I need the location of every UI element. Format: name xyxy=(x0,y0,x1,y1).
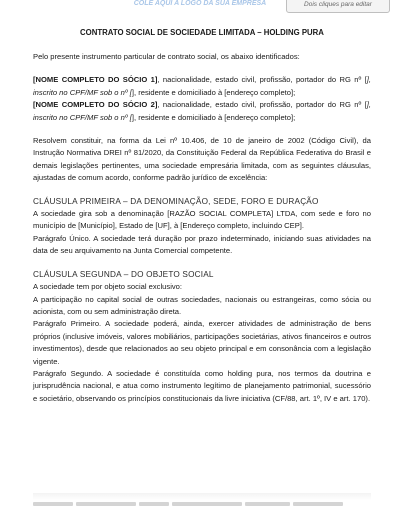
clause-2-paragraph-1: A sociedade tem por objeto social exclusivo: xyxy=(33,282,183,292)
partner-1-text: , nacionalidade, estado civil, profissão, portador do RG nº [ xyxy=(157,75,367,85)
partner-2-address: ], residente e domiciliado à [endereço completo]; xyxy=(131,112,296,122)
document-title: CONTRATO SOCIAL DE SOCIEDADE LIMITADA – HOLDING PURA xyxy=(80,28,324,37)
clause-2-paragraph-2: A participação no capital social de outras sociedades, nacionais ou estrangeiras, como sócia ou acionista, com ou sem administração direta. xyxy=(33,294,371,316)
logo-placeholder[interactable]: COLE AQUI A LOGO DA SUA EMPRESA xyxy=(133,0,267,7)
edit-button[interactable]: Dois cliques para editar xyxy=(286,0,390,13)
clause-1-paragraph-unique: Parágrafo Único. A sociedade terá duração por prazo indeterminado, iniciando suas atividades na data de seu arquivamento na Junta Comercial competente. xyxy=(33,233,371,256)
partner-2-text: , nacionalidade, estado civil, profissão, portador do RG nº [ xyxy=(157,100,367,110)
clause-2-paragraph-4: Parágrafo Segundo. A sociedade é constituída como holding pura, nos termos da doutrina e jurisprudência nacional, e atua como instrumento legítimo de planejamento patrimonial, sucessório e societário, observando os princípios constitucionais da livre iniciativa (CF/88, art. 1º, IV e art. 170). xyxy=(33,368,371,403)
clause-1-title: CLÁUSULA PRIMEIRA – DA DENOMINAÇÃO, SEDE, FORO E DURAÇÃO xyxy=(33,196,319,206)
partner-1-cpf: ], inscrito no CPF/MF sob o nº [ xyxy=(33,75,371,97)
partner-1-qualification xyxy=(33,74,371,99)
partner-2-name: [NOME COMPLETO DO SÓCIO 2] xyxy=(33,100,158,110)
clause-2-title: CLÁUSULA SEGUNDA – DO OBJETO SOCIAL xyxy=(33,269,214,279)
intro-paragraph: Pelo presente instrumento particular de contrato social, os abaixo identificados: xyxy=(33,52,300,61)
partner-1-name: [NOME COMPLETO DO SÓCIO 1] xyxy=(33,75,158,85)
resolve-paragraph: Resolvem constituir, na forma da Lei nº 10.406, de 10 de janeiro de 2002 (Código Civil), da Instrução Normativa DREI nº 81/2020, da Constituição Federal da República Federativa do Brasil e demais legislações pertinentes, uma sociedade empresária limitada, com as seguintes cláusulas, ajustadas de comum acordo, conforme padrão jurídico de excelência: xyxy=(33,136,371,183)
partner-2-cpf: ], inscrito no CPF/MF sob o nº [ xyxy=(33,100,371,122)
partner-1-address: ], residente e domiciliado à [endereço completo]; xyxy=(131,87,296,97)
clause-1-paragraph-1: A sociedade gira sob a denominação [RAZÃO SOCIAL COMPLETA] LTDA, com sede e foro no município de [Município], Estado de [UF], à [Endereço completo, incluindo CEP]. xyxy=(33,209,371,231)
document-body xyxy=(33,24,371,405)
blurred-continuation xyxy=(33,493,371,500)
partner-2-qualification xyxy=(33,99,371,124)
clause-2-paragraph-3: Parágrafo Primeiro. A sociedade poderá, ainda, exercer atividades de administração de bens próprios (inclusive imóveis, valores mobiliários, participações societárias, ativos financeiros e outros investimentos), desde que relacionados ao seu objeto principal e em consonância com a legislação vigente. xyxy=(33,319,371,366)
